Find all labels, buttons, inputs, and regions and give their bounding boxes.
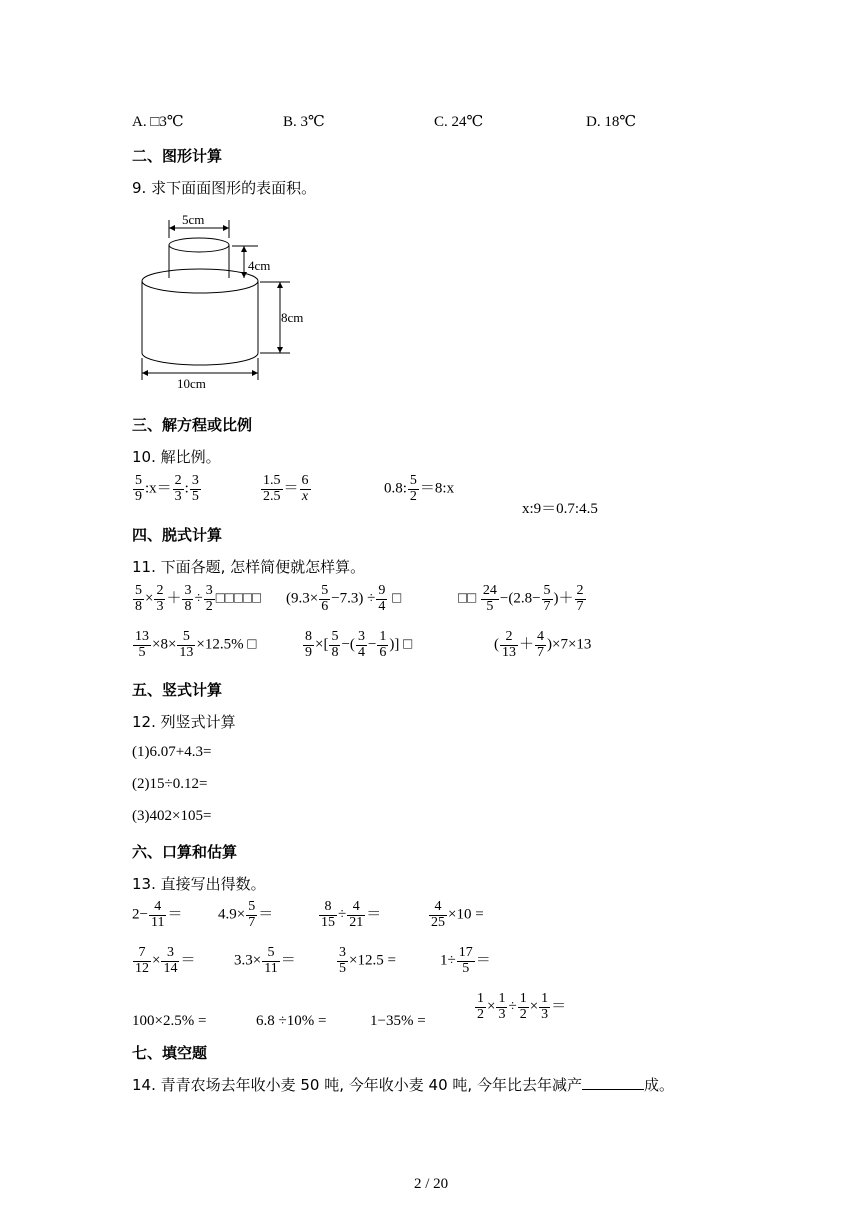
proportion-4: x:9＝0.7:4.5 xyxy=(522,501,598,517)
expr-4: $\frac{13}{5}$ ×8× $\frac{5}{13}$ ×12.5% □ xyxy=(135,629,257,660)
mental-8: 1÷ $\frac{17}{5}$ ＝ xyxy=(440,945,491,976)
mental-10: 6.8 ÷10% = xyxy=(256,1013,327,1029)
section-heading-7: 七、填空题 xyxy=(132,1044,208,1062)
cylinder-figure xyxy=(132,208,322,398)
expr-1: $\frac{5}{8}$ × $\frac{2}{3}$ ＋ $\frac{3}{8}$ ÷ $\frac{3}{2}$ □□□□□ xyxy=(135,583,262,614)
option-d: D. 18℃ xyxy=(586,114,637,130)
label-bottom: 10cm xyxy=(177,376,206,391)
option-a: A. □3℃ xyxy=(132,114,184,130)
section-heading-2: 二、图形计算 xyxy=(132,147,223,165)
proportion-2: $\frac{1.5}{2.5}$ ＝ $\frac{6}{x}$ xyxy=(263,473,309,504)
mental-1: 2− $\frac{4}{11}$ ＝ xyxy=(132,899,183,930)
option-b: B. 3℃ xyxy=(283,114,325,130)
mental-6: 3.3× $\frac{5}{11}$ ＝ xyxy=(234,945,296,976)
mental-11: 1−35% = xyxy=(370,1013,426,1029)
proportion-1: $\frac{5}{9}$ :x＝ $\frac{2}{3}$ : $\frac{3}{5}$ xyxy=(135,473,199,504)
proportion-3: 0.8: $\frac{5}{2}$ ＝8:x xyxy=(384,473,455,504)
expr-2: (9.3× $\frac{5}{6}$ −7.3) ÷ $\frac{9}{4}$ □ xyxy=(286,583,402,614)
section-heading-4: 四、脱式计算 xyxy=(132,526,223,544)
question-12: 12. 列竖式计算 xyxy=(132,713,236,731)
expr-5: $\frac{8}{9}$ ×[ $\frac{5}{8}$ −( $\frac{3}{4}$ − $\frac{1}{6}$ )] □ xyxy=(305,629,413,660)
mental-3: $\frac{8}{15}$ ÷ $\frac{4}{21}$ ＝ xyxy=(321,899,382,930)
question-9: 9. 求下面面图形的表面积。 xyxy=(132,179,317,197)
mental-2: 4.9× $\frac{5}{7}$ ＝ xyxy=(218,899,274,930)
question-10: 10. 解比例。 xyxy=(132,448,221,466)
vertical-calc-3: (3)402×105= xyxy=(132,808,212,824)
label-big-height: 8cm xyxy=(281,310,304,325)
vertical-calc-2: (2)15÷0.12= xyxy=(132,776,208,792)
mental-4: $\frac{4}{25}$ ×10 = xyxy=(431,899,484,930)
section-heading-3: 三、解方程或比例 xyxy=(132,416,253,434)
answer-blank[interactable] xyxy=(582,1075,644,1090)
mental-7: $\frac{3}{5}$ ×12.5 = xyxy=(339,945,396,976)
expr-6: ( $\frac{2}{13}$ ＋ $\frac{4}{7}$ )×7×13 xyxy=(494,629,592,660)
section-heading-5: 五、竖式计算 xyxy=(132,681,223,699)
option-c: C. 24℃ xyxy=(434,114,484,130)
mental-5: $\frac{7}{12}$ × $\frac{3}{14}$ ＝ xyxy=(135,945,196,976)
question-11: 11. 下面各题, 怎样简便就怎样算。 xyxy=(132,558,366,576)
expr-3: □□ $\frac{24}{5}$ −(2.8− $\frac{5}{7}$ )＋ $\frac{2}{7}$ xyxy=(458,583,584,614)
page-number: 2 / 20 xyxy=(414,1176,449,1192)
mental-12: $\frac{1}{2}$ × $\frac{1}{3}$ ÷ $\frac{1}{2}$ × $\frac{1}{3}$ ＝ xyxy=(477,991,567,1022)
mental-9: 100×2.5% = xyxy=(132,1013,207,1029)
label-top: 5cm xyxy=(182,212,205,227)
question-14: 14. 青青农场去年收小麦 50 吨, 今年收小麦 40 吨, 今年比去年减产 成。 xyxy=(132,1076,674,1094)
vertical-calc-1: (1)6.07+4.3= xyxy=(132,744,212,760)
section-heading-6: 六、口算和估算 xyxy=(132,843,238,861)
question-13: 13. 直接写出得数。 xyxy=(132,875,266,893)
label-small-height: 4cm xyxy=(248,258,271,273)
